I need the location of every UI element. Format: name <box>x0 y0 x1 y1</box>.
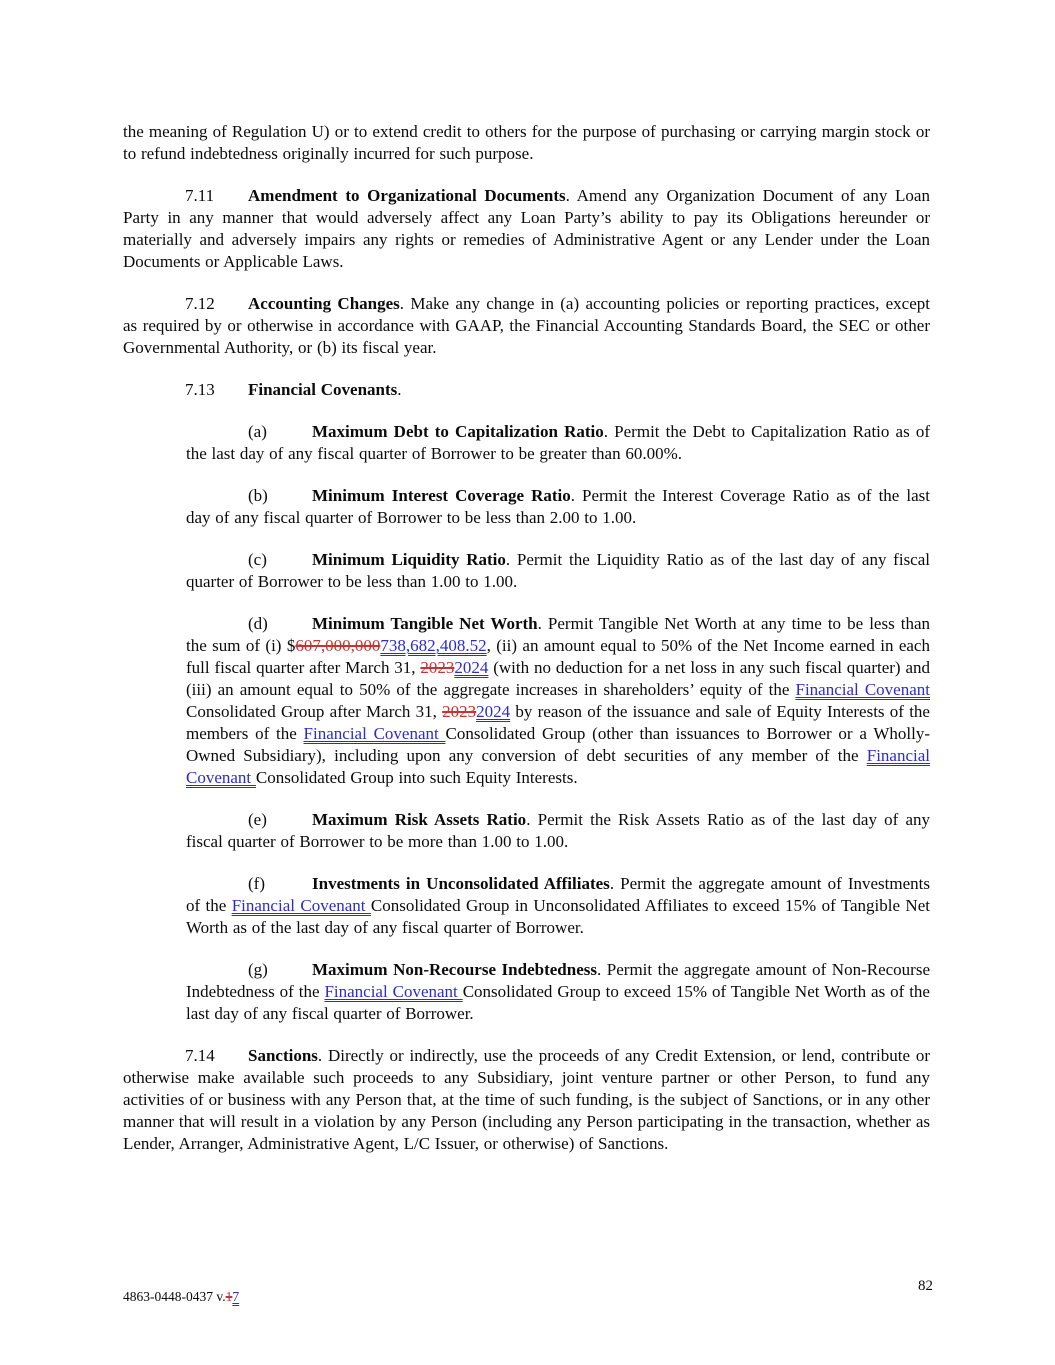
page-number: 82 <box>918 1278 933 1294</box>
bold-heading: Minimum Interest Coverage Ratio <box>312 486 571 505</box>
inserted-text: Financial Covenant <box>231 896 371 915</box>
inserted-text: Financial Covenant <box>324 982 463 1001</box>
paragraph-label: 7.13 <box>185 380 215 399</box>
bold-heading: Minimum Tangible Net Worth <box>312 614 538 633</box>
paragraph-label: (a) <box>248 422 267 441</box>
paragraph-clause-b <box>186 485 930 529</box>
deleted-text: 2023 <box>442 702 477 721</box>
paragraph-label: (c) <box>248 550 267 569</box>
paragraph-label: (e) <box>248 810 267 829</box>
inserted-text: 2024 <box>476 702 511 721</box>
bold-heading: Sanctions <box>248 1046 318 1065</box>
deleted-text: 2023 <box>420 658 455 677</box>
paragraph-label: (g) <box>248 960 268 979</box>
paragraph-label: (f) <box>248 874 265 893</box>
text-segment: , (ii) an amount equal to 50% of the Net Income earned in each full fiscal quarter after March 31, <box>186 636 930 677</box>
bold-heading: Amendment to Organizational Documents <box>248 186 566 205</box>
text-segment: . Permit the aggregate amount of Investments of the <box>186 874 930 915</box>
text-segment: . Directly or indirectly, use the proceeds of any Credit Extension, or lend, contribute or otherwise make available such proceeds to any Subsidiary, joint venture partner or other Person, to fund any activities of or business with any Person that, at the time of such funding, is the subject of Sanctions, or in any other manner that will result in a violation by any Person (including any Person participating in the transaction, whether as Lender, Arranger, Administrative Agent, L/C Issuer, or otherwise) of Sanctions. <box>123 1046 930 1153</box>
deleted-text: 607,000,000 <box>295 636 381 655</box>
inserted-text: Financial Covenant <box>303 724 446 743</box>
text-segment: Consolidated Group into such Equity Interests. <box>255 768 578 787</box>
document-body <box>123 121 930 1155</box>
text-segment: . Permit the Interest Coverage Ratio as of the last day of any fiscal quarter of Borrower to be less than 2.00 to 1.00. <box>186 486 930 527</box>
text-segment: . Make any change in (a) accounting policies or reporting practices, except as required by or otherwise in accordance with GAAP, the Financial Accounting Standards Board, the SEC or other Governmental Authority, or (b) its fiscal year. <box>123 294 930 357</box>
bold-heading: Minimum Liquidity Ratio <box>312 550 506 569</box>
inserted-text: Financial Covenant <box>186 746 930 787</box>
text-segment: . Permit the Debt to Capitalization Ratio as of the last day of any fiscal quarter of Borrower to be greater than 60.00%. <box>186 422 930 463</box>
text-segment: Consolidated Group to exceed 15% of Tangible Net Worth as of the last day of any fiscal quarter of Borrower. <box>186 982 930 1023</box>
paragraph-clause-f <box>186 873 930 939</box>
bold-heading: Maximum Risk Assets Ratio <box>312 810 527 829</box>
paragraph-clause-g <box>186 959 930 1025</box>
bold-heading: Maximum Non-Recourse Indebtedness <box>312 960 597 979</box>
inserted-text: 738,682,408.52 <box>380 636 487 655</box>
paragraph-label: (d) <box>248 614 268 633</box>
paragraph-section-7-12 <box>123 293 930 359</box>
paragraph-label: 7.11 <box>185 186 215 205</box>
bold-heading: Maximum Debt to Capitalization Ratio <box>312 422 604 441</box>
paragraph-clause-a <box>186 421 930 465</box>
text-segment: . Permit Tangible Net Worth at any time to be less than the sum of (i) $ <box>186 614 930 655</box>
footer-doc-id <box>123 1288 239 1305</box>
bold-heading: Financial Covenants <box>248 380 398 399</box>
paragraph-label: 7.14 <box>185 1046 215 1065</box>
footer-version-deleted: 1 <box>225 1289 233 1304</box>
text-segment: Consolidated Group in Unconsolidated Affiliates to exceed 15% of Tangible Net Worth as of the last day of any fiscal quarter of Borrower. <box>186 896 930 937</box>
inserted-text: 2024 <box>454 658 489 677</box>
bold-heading: Investments in Unconsolidated Affiliates <box>312 874 610 893</box>
paragraph-section-7-13 <box>123 379 930 401</box>
text-segment: . Amend any Organization Document of any Loan Party in any manner that would adversely affect any Loan Party’s ability to pay its Obligations hereunder or materially and adversely impairs any rights or remedies of Administrative Agent or any Lender under the Loan Documents or Applicable Laws. <box>123 186 930 271</box>
paragraph-section-7-14 <box>123 1045 930 1155</box>
text-segment: by reason of the issuance and sale of Equity Interests of the members of the <box>186 702 930 743</box>
paragraph-clause-d <box>186 613 930 789</box>
text-segment: . <box>397 380 402 399</box>
doc-id-text: 4863-0448-0437 v. <box>123 1289 226 1304</box>
text-segment: Consolidated Group after March 31, <box>186 702 443 721</box>
paragraph-section-7-11 <box>123 185 930 273</box>
paragraph-label: (b) <box>248 486 268 505</box>
text-segment: the meaning of Regulation U) or to extend credit to others for the purpose of purchasing or carrying margin stock or to refund indebtedness originally incurred for such purpose. <box>123 122 930 163</box>
paragraph-clause-c <box>186 549 930 593</box>
paragraph-regulation-u-continuation <box>123 121 930 165</box>
paragraph-label: 7.12 <box>185 294 215 313</box>
text-segment: . Permit the aggregate amount of Non-Recourse Indebtedness of the <box>186 960 930 1001</box>
text-segment: . Permit the Liquidity Ratio as of the last day of any fiscal quarter of Borrower to be less than 1.00 to 1.00. <box>186 550 930 591</box>
paragraph-clause-e <box>186 809 930 853</box>
text-segment: . Permit the Risk Assets Ratio as of the last day of any fiscal quarter of Borrower to be more than 1.00 to 1.00. <box>186 810 930 851</box>
text-segment: (with no deduction for a net loss in any such fiscal quarter) and (iii) an amount equal to 50% of the aggregate increases in shareholders’ equity of the <box>186 658 930 699</box>
bold-heading: Accounting Changes <box>248 294 400 313</box>
footer-version-inserted: 7 <box>232 1289 240 1304</box>
inserted-text: Financial Covenant <box>795 680 930 699</box>
text-segment: Consolidated Group (other than issuances to Borrower or a Wholly-Owned Subsidiary), including upon any conversion of debt securities of any member of the <box>186 724 931 765</box>
